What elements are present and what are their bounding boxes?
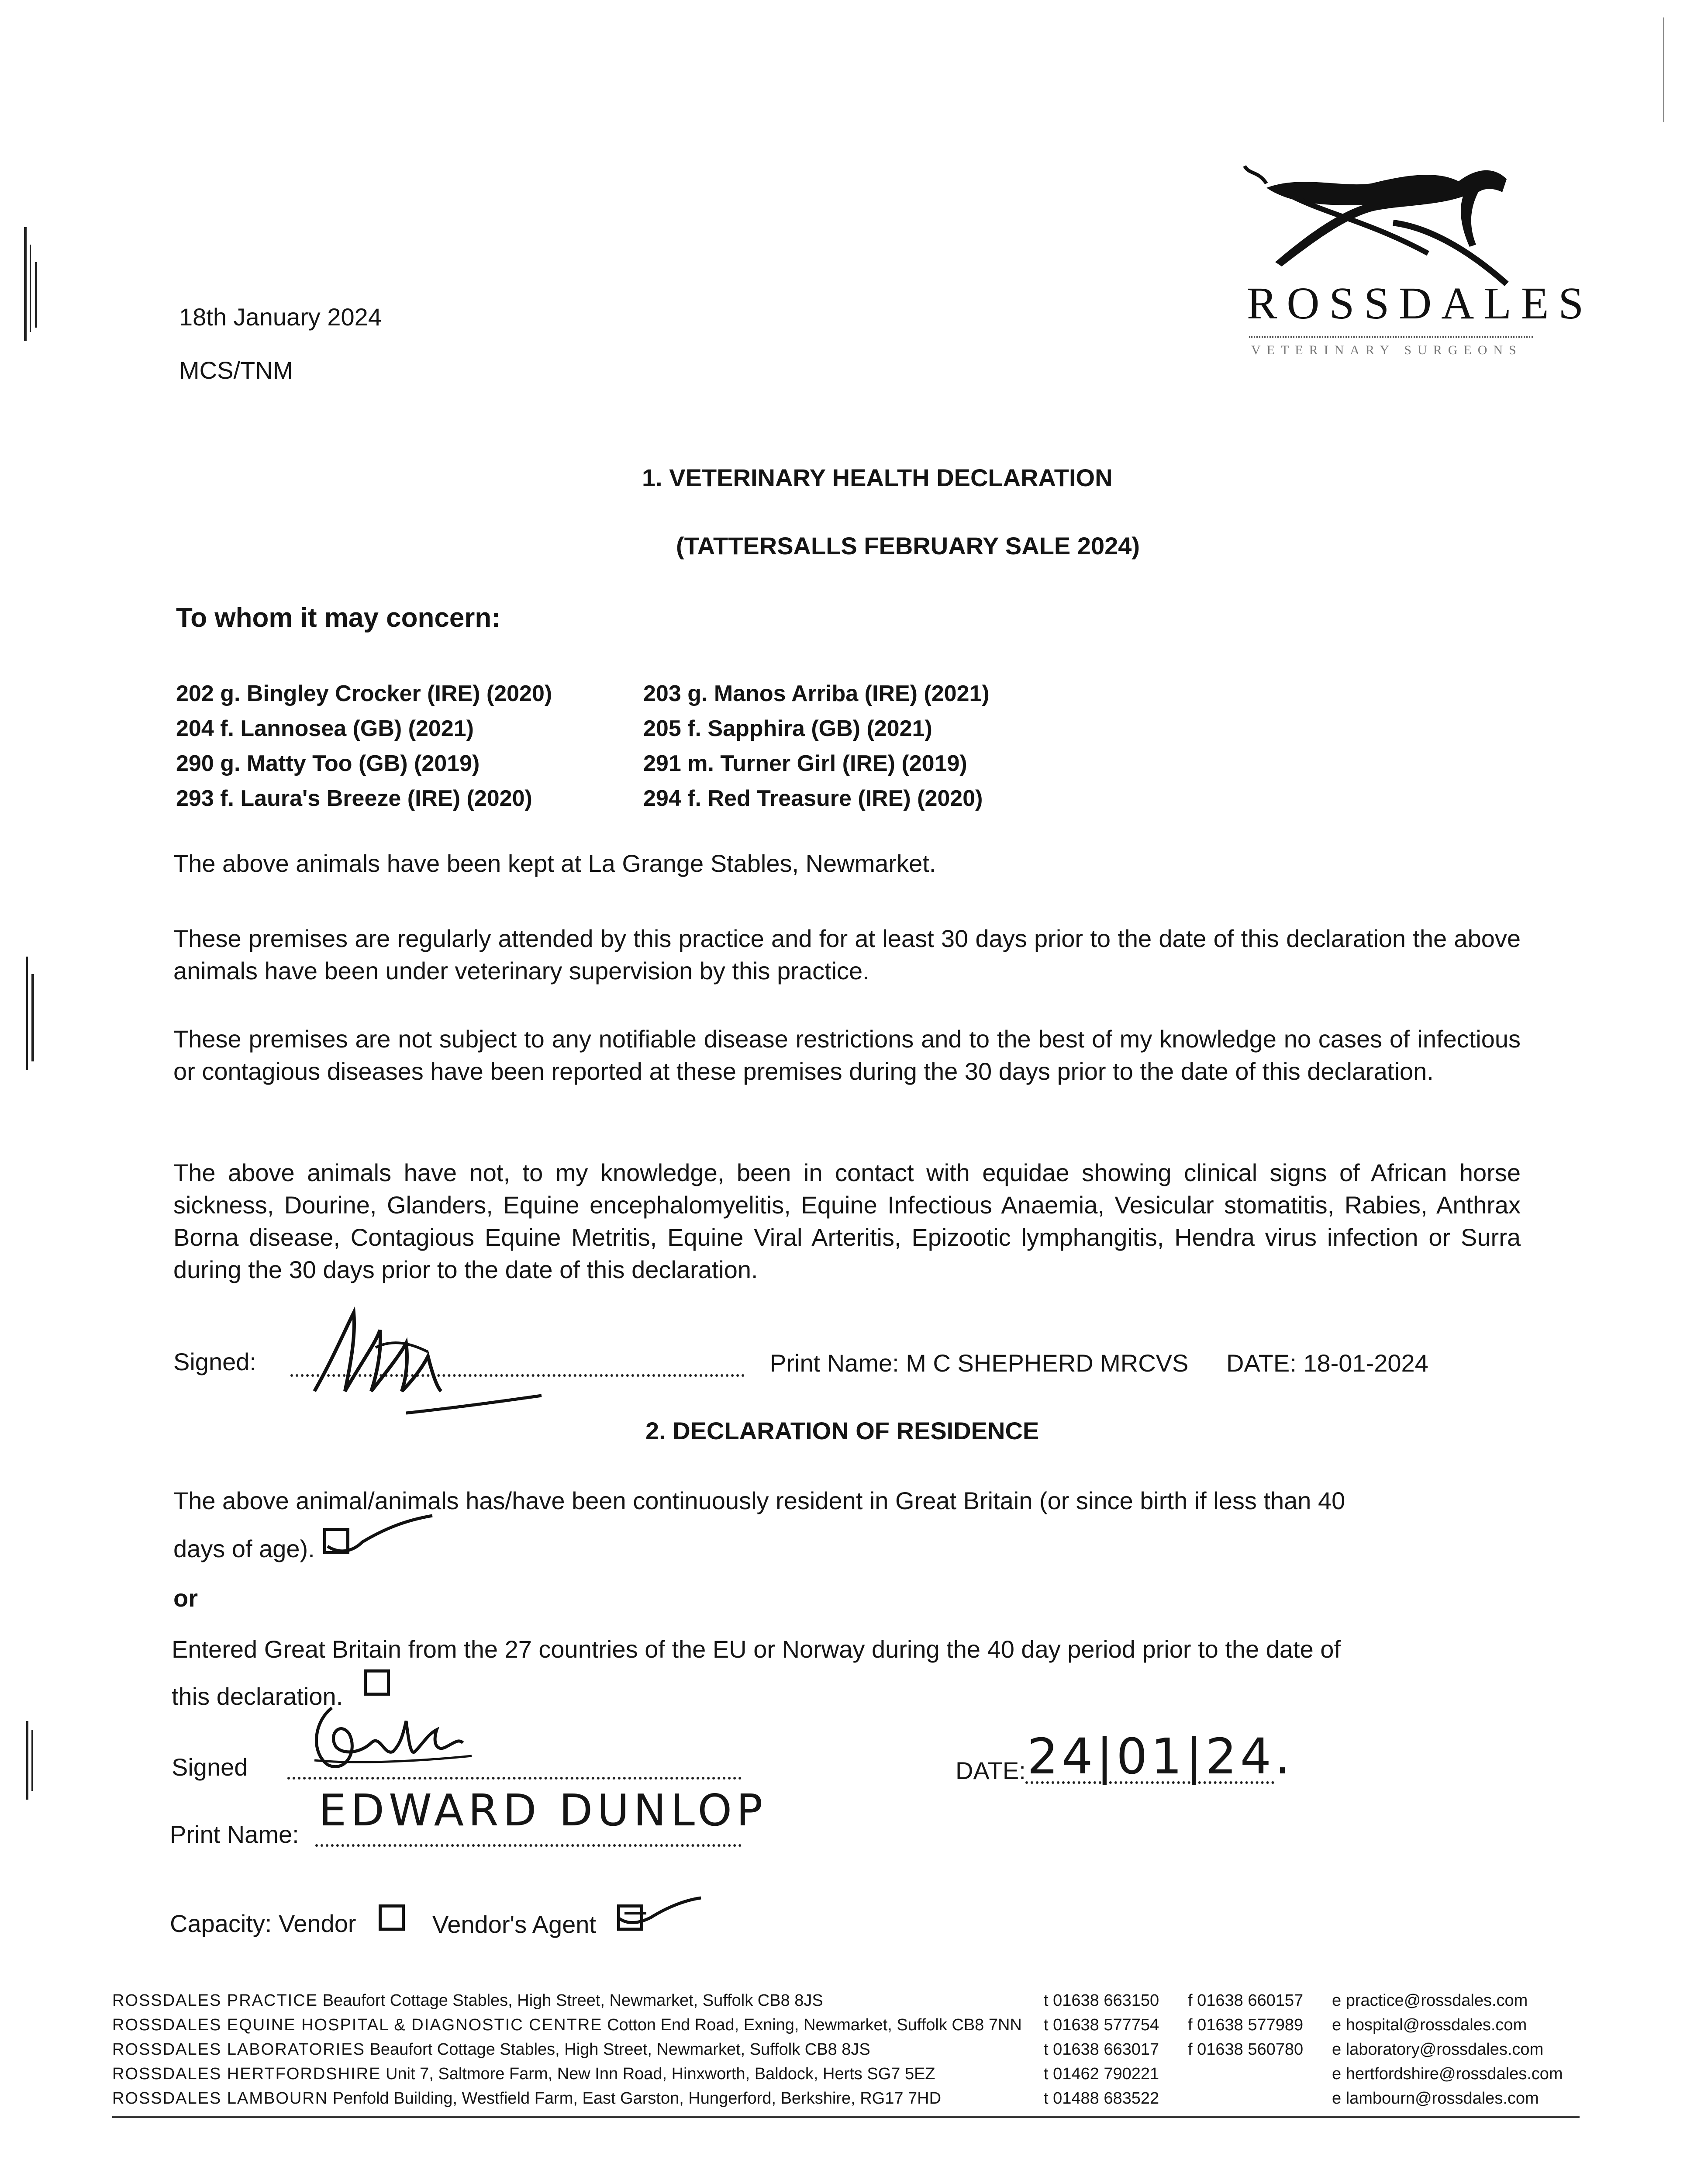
footer-tel: t 01488 683522	[1044, 2089, 1159, 2108]
footer-address: Penfold Building, Westfield Farm, East Garston, Hungerford, Berkshire, RG17 7HD	[332, 2089, 942, 2108]
section1-subtitle: (TATTERSALLS FEBRUARY SALE 2024)	[676, 532, 1140, 560]
paragraph-supervision: These premises are regularly attended by this practice and for at least 30 days prior to the date of this declaration the above animals have been under veterinary supervision by this practice.	[173, 925, 1521, 985]
footer-row	[112, 2039, 870, 2060]
footer-address: Beaufort Cottage Stables, High Street, Newmarket, Suffolk CB8 8JS	[369, 2040, 870, 2059]
capacity-vendors-agent-label: Vendor's Agent	[432, 1911, 596, 1938]
footer-tel: t 01462 790221	[1044, 2065, 1159, 2083]
footer-email: e practice@rossdales.com	[1332, 1991, 1528, 2010]
logo-name: ROSSDALES	[1247, 278, 1594, 328]
footer-fax: f 01638 660157	[1188, 1991, 1304, 2010]
tick-mark-icon	[323, 1507, 437, 1559]
residence-option2-checkbox[interactable]	[364, 1669, 390, 1696]
horse-entry: 203 g. Manos Arriba (IRE) (2021)	[643, 681, 990, 706]
vendor-print-name-handwritten: EDWARD DUNLOP	[319, 1785, 767, 1836]
footer-fax: f 01638 560780	[1188, 2040, 1304, 2059]
scan-artifact	[35, 262, 37, 328]
salutation: To whom it may concern:	[176, 603, 500, 633]
scan-artifact	[31, 1730, 33, 1791]
footer-tel: t 01638 663017	[1044, 2040, 1159, 2059]
scan-artifact	[26, 957, 28, 1070]
footer-tel: t 01638 663150	[1044, 1991, 1159, 2010]
footer-org-name: ROSSDALES HERTFORDSHIRE	[112, 2065, 381, 2083]
vendor-date-handwritten: 24|01|24.	[1027, 1728, 1294, 1785]
residence-option1-line2: days of age).	[173, 1535, 315, 1562]
footer-org-name: ROSSDALES LABORATORIES	[112, 2040, 365, 2059]
paragraph-kept-at: The above animals have been kept at La Grange Stables, Newmarket.	[173, 850, 936, 877]
scan-artifact	[30, 245, 31, 332]
vendor-signature	[297, 1695, 480, 1782]
footer-address: Unit 7, Saltmore Farm, New Inn Road, Hinxworth, Baldock, Herts SG7 5EZ	[385, 2065, 935, 2083]
vet-print-name: Print Name: M C SHEPHERD MRCVS	[770, 1349, 1189, 1377]
vendor-print-name-label: Print Name:	[170, 1821, 299, 1848]
scan-artifact	[1663, 17, 1664, 122]
letter-reference: MCS/TNM	[179, 356, 293, 384]
scan-artifact	[31, 974, 34, 1061]
letter-date: 18th January 2024	[179, 303, 382, 331]
paragraph-contact: The above animals have not, to my knowledge, been in contact with equidae showing clinical signs of African horse sickness, Dourine, Glanders, Equine encephalomyelitis, Equine Infectious Anaemia, Vesicular stomatitis, Rabies, Anthrax Borna disease, Contagious Equine Metritis, Equine Viral Arteritis, Epizootic lymphangitis, Hendra virus infection or Surra during the 30 days prior to the date of this declaration.	[173, 1159, 1521, 1283]
footer-fax: f 01638 577989	[1188, 2016, 1304, 2034]
vendor-signed-label: Signed	[172, 1753, 248, 1781]
footer-rule	[112, 2116, 1580, 2118]
horse-list-left	[176, 676, 552, 816]
tick-mark-icon	[616, 1887, 703, 1935]
section2-title: 2. DECLARATION OF RESIDENCE	[645, 1417, 1039, 1444]
footer-row	[112, 1990, 823, 2011]
horse-entry: 204 f. Lannosea (GB) (2021)	[176, 716, 474, 741]
footer-email: e laboratory@rossdales.com	[1332, 2040, 1544, 2059]
horse-entry: 293 f. Laura's Breeze (IRE) (2020)	[176, 786, 532, 811]
footer-row	[112, 2063, 935, 2085]
rossdales-logo	[1240, 157, 1594, 367]
footer-row	[112, 2087, 941, 2109]
logo-tagline: VETERINARY SURGEONS	[1251, 343, 1522, 357]
vendor-print-name-line	[315, 1844, 742, 1847]
scan-artifact	[26, 1721, 28, 1800]
vet-date: DATE: 18-01-2024	[1226, 1349, 1428, 1377]
footer-email: e hertfordshire@rossdales.com	[1332, 2065, 1563, 2083]
footer-org-name: ROSSDALES LAMBOURN	[112, 2089, 328, 2108]
footer-email: e hospital@rossdales.com	[1332, 2016, 1527, 2034]
footer-address: Beaufort Cottage Stables, High Street, Newmarket, Suffolk CB8 8JS	[322, 1991, 823, 2010]
horse-entry: 294 f. Red Treasure (IRE) (2020)	[643, 786, 983, 811]
capacity-vendor-checkbox[interactable]	[379, 1904, 405, 1931]
capacity-vendor-label: Capacity: Vendor	[170, 1910, 356, 1937]
residence-option1-line1: The above animal/animals has/have been continuously resident in Great Britain (or since birth if less than 40	[173, 1487, 1345, 1514]
or-separator: or	[173, 1584, 198, 1612]
vendor-date-label: DATE:	[956, 1757, 1026, 1784]
section1-title: 1. VETERINARY HEALTH DECLARATION	[642, 464, 1113, 491]
footer	[112, 1990, 1580, 2164]
footer-tel: t 01638 577754	[1044, 2016, 1159, 2034]
residence-option2-line1: Entered Great Britain from the 27 countries of the EU or Norway during the 40 day period prior to the date of	[172, 1635, 1341, 1663]
paragraph-disease-restrictions: These premises are not subject to any notifiable disease restrictions and to the best of my knowledge no cases of infectious or contagious diseases have been reported at these premises during the 30 days prior to the date of this declaration.	[173, 1025, 1521, 1085]
horse-entry: 205 f. Sapphira (GB) (2021)	[643, 716, 932, 741]
horse-list-right	[643, 676, 990, 816]
footer-org-name: ROSSDALES PRACTICE	[112, 1991, 318, 2010]
footer-email: e lambourn@rossdales.com	[1332, 2089, 1539, 2108]
residence-option2-line2: this declaration.	[172, 1683, 343, 1710]
footer-org-name: ROSSDALES EQUINE HOSPITAL & DIAGNOSTIC CENTRE	[112, 2016, 603, 2034]
horse-entry: 291 m. Turner Girl (IRE) (2019)	[643, 751, 967, 776]
horse-entry: 290 g. Matty Too (GB) (2019)	[176, 751, 480, 776]
scan-artifact	[24, 227, 27, 341]
logo-rule	[1249, 336, 1533, 338]
footer-address: Cotton End Road, Exning, Newmarket, Suffolk CB8 7NN	[607, 2016, 1022, 2034]
vet-signature	[297, 1304, 568, 1435]
footer-row	[112, 2014, 1022, 2036]
horse-logo-icon	[1240, 157, 1537, 288]
signed-label: Signed:	[173, 1348, 256, 1375]
horse-entry: 202 g. Bingley Crocker (IRE) (2020)	[176, 681, 552, 706]
